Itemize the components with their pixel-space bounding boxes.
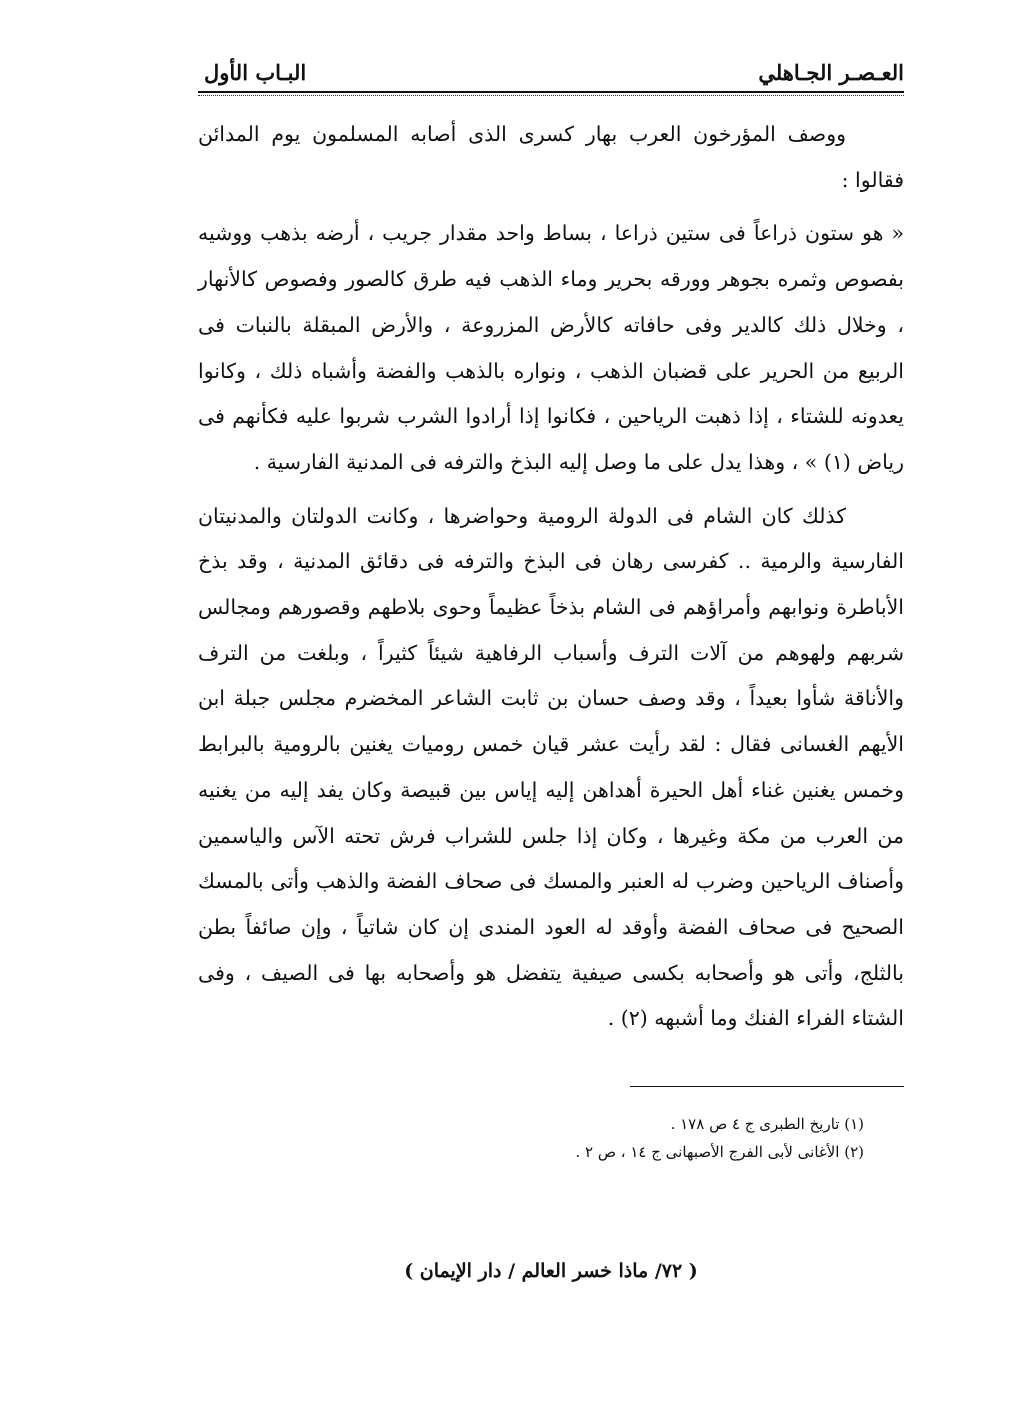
- page-footer: ( ٧٢/ ماذا خسر العالم / دار الإيمان ): [404, 1260, 698, 1282]
- header-chapter-title: البـاب الأول: [204, 60, 307, 85]
- main-text: [198, 112, 904, 1042]
- running-header: [198, 52, 904, 92]
- header-part-title: العـصـر الجـاهلي: [758, 60, 904, 85]
- footnote-2: (٢) الأغانى لأبى الفرج الأصبهانى ج ١٤ ، ص ٢ .: [575, 1143, 864, 1161]
- footnote-1: (١) تاريخ الطبرى ج ٤ ص ١٧٨ .: [670, 1115, 864, 1133]
- footnote-divider: [630, 1086, 904, 1087]
- paragraph-2: « هو ستون ذراعاً فى ستين ذراعا ، بساط واحد مقدار جريب ، أرضه بذهب ووشيه بفصوص وثمره بجوهر وورقه بحرير وماء الذهب فيه طرق كالصور وفصوص كالأنهار ، وخلال ذلك كالدير وفى حافاته كالأرض المزروعة ، والأرض المبقلة بالنبات فى الربيع من الحرير على قضبان الذهب ، ونواره بالذهب والفضة وأشباه ذلك ، وكانوا يعدونه للشتاء ، إذا ذهبت الرياحين ، فكانوا إذا أرادوا الشرب شربوا عليه فكأنهم فى رياض (١) » ، وهذا يدل على ما وصل إليه البذخ والترفه فى المدنية الفارسية .: [198, 221, 904, 474]
- paragraph-3: كذلك كان الشام فى الدولة الرومية وحواضرها ، وكانت الدولتان والمدنيتان الفارسية والرمية .. كفرسى رهان فى البذخ والترفه فى دقائق المدنية ، وقد بذخ الأباطرة ونوابهم وأمراؤهم فى الشام بذخاً عظيماً وحوى بلاطهم وقصورهم ومجالس شربهم ولهوهم من آلات الترف وأسباب الرفاهية شيئاً كثيراً ، وبلغت من الترف والأناقة شأوا بعيداً ، وقد وصف حسان بن ثابت الشاعر المخضرم مجلس جبلة ابن الأيهم الغسانى فقال : لقد رأيت عشر قيان خمس روميات يغنين بالرومية بالبرابط وخمس يغنين غناء أهل الحيرة أهداهن إليه إياس بين قبيصة وكان يفد إليه من يغنيه من العرب من مكة وغيرها ، وكان إذا جلس للشراب فرش تحته الآس والياسمين وأصناف الرياحين وضرب له العنبر والمسك فى صحاف الفضة والذهب وأتى بالمسك الصحيح فى صحاف الفضة وأوقد له العود المندى إن كان شاتياً ، وإن صائفاً بطن بالثلج، وأتى هو وأصحابه بكسى صيفية يتفضل هو وأصحابه بها فى الصيف ، وفى الشتاء الفراء الفنك وما أشبهه (٢) .: [198, 503, 904, 1031]
- paragraph-1: ووصف المؤرخون العرب بهار كسرى الذى أصابه المسلمون يوم المدائن فقالوا :: [198, 122, 904, 192]
- header-divider: [198, 91, 904, 96]
- footnotes: [198, 1110, 864, 1166]
